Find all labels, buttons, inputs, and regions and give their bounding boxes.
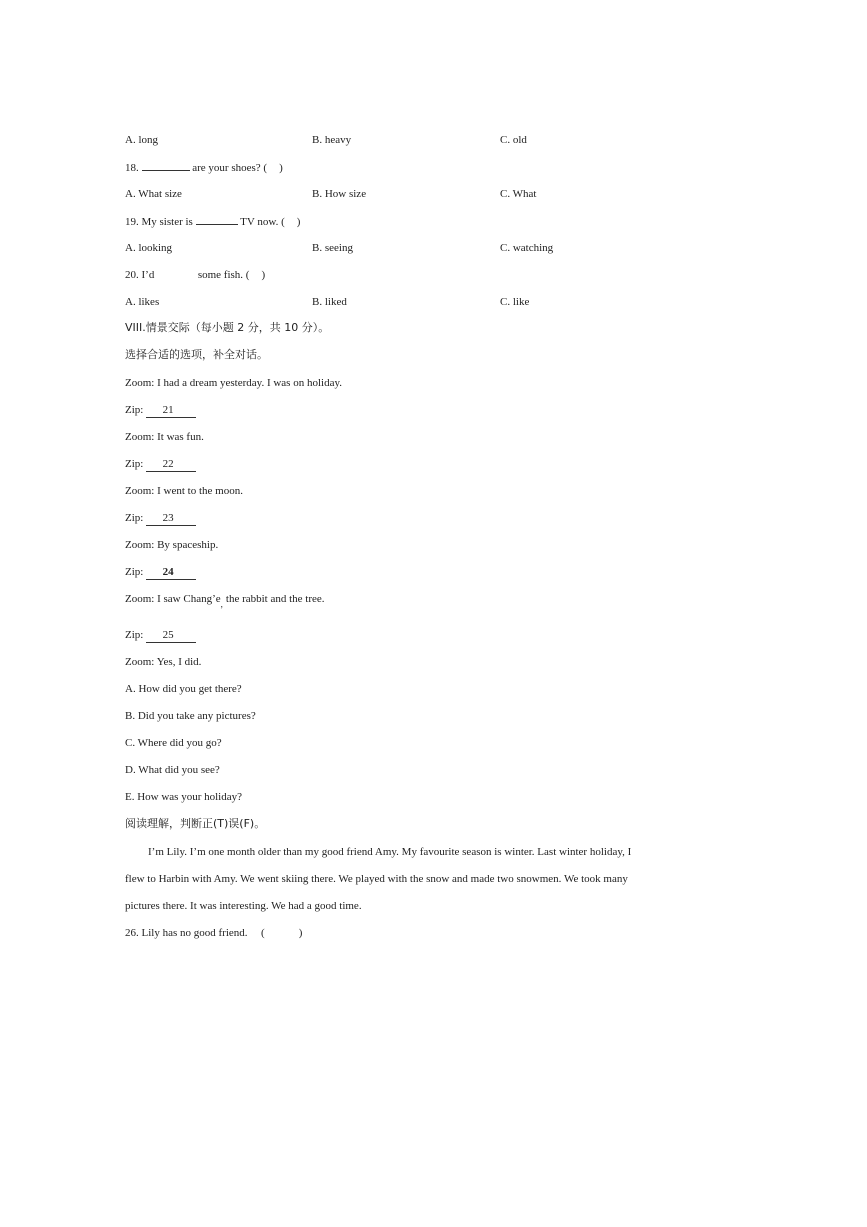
q20-prefix: 20. I’d <box>125 269 155 281</box>
dialogue-text: the rabbit and the tree. <box>225 593 325 605</box>
dialogue-line <box>125 430 204 444</box>
q19-prefix: 19. My sister is <box>125 216 193 228</box>
q20-option-b: B. liked <box>312 296 347 308</box>
dialogue-text: By spaceship. <box>157 539 219 551</box>
q18-text: are your shoes? ( <box>192 162 268 174</box>
dialogue-line <box>125 655 201 669</box>
dialogue-line <box>125 628 196 643</box>
answer-blank-22: 22 <box>146 457 196 472</box>
answer-blank-23: 23 <box>146 511 196 526</box>
dialogue-text: I had a dream yesterday. I was on holiday. <box>157 377 342 389</box>
reading-passage-line-3: pictures there. It was interesting. We had a good time. <box>125 900 362 912</box>
section-8-heading: VIII.情景交际（每小题 2 分，共 10 分）。 <box>125 321 330 334</box>
speaker-zip: Zip: <box>125 512 144 524</box>
dialogue-line <box>125 511 196 526</box>
answer-blank-24: 24 <box>146 565 196 580</box>
q20-close: ) <box>261 269 266 281</box>
q17-option-c: C. old <box>500 134 527 146</box>
q18-option-b: B. How size <box>312 188 367 200</box>
choice-e: E. How was your holiday? <box>125 791 243 803</box>
dialogue-line <box>125 565 196 580</box>
reading-passage-line-1: I’m Lily. I’m one month older than my good friend Amy. My favourite season is winter. Last winter holiday, I <box>148 846 632 858</box>
choice-a: A. How did you get there? <box>125 683 242 695</box>
speaker-zip: Zip: <box>125 629 144 641</box>
speaker-zoom: Zoom: <box>125 485 155 497</box>
dialogue-text: I went to the moon. <box>157 485 243 497</box>
speaker-zip: Zip: <box>125 458 144 470</box>
q20-option-c: C. like <box>500 296 530 308</box>
q26-close-paren: ) <box>298 927 303 939</box>
speaker-zoom: Zoom: <box>125 656 155 668</box>
speaker-zoom: Zoom: <box>125 377 155 389</box>
comma-mark: , <box>220 599 223 609</box>
dialogue-line <box>125 403 196 418</box>
q19-blank <box>196 214 238 225</box>
speaker-zoom: Zoom: <box>125 431 155 443</box>
reading-instruction: 阅读理解，判断正(T)误(F)。 <box>125 817 266 830</box>
q18-option-a: A. What size <box>125 188 182 200</box>
speaker-zip: Zip: <box>125 566 144 578</box>
q20-option-a: A. likes <box>125 296 160 308</box>
question-18 <box>125 160 283 175</box>
q19-text: TV now. ( <box>240 216 285 228</box>
q26-open-paren: ( <box>261 927 265 939</box>
q19-option-b: B. seeing <box>312 242 353 254</box>
answer-blank-25: 25 <box>146 628 196 643</box>
q18-option-c: C. What <box>500 188 537 200</box>
dialogue-text: It was fun. <box>157 431 204 443</box>
reading-passage-line-2: flew to Harbin with Amy. We went skiing there. We played with the snow and made two snowmen. We took many <box>125 873 628 885</box>
q18-number: 18. <box>125 162 139 174</box>
speaker-zoom: Zoom: <box>125 593 155 605</box>
question-26 <box>125 926 302 940</box>
q19-close: ) <box>296 216 301 228</box>
choice-b: B. Did you take any pictures? <box>125 710 256 722</box>
dialogue-text: I saw Chang’e <box>157 593 221 605</box>
q19-option-c: C. watching <box>500 242 554 254</box>
speaker-zoom: Zoom: <box>125 539 155 551</box>
q17-option-a: A. long <box>125 134 158 146</box>
dialogue-text: Yes, I did. <box>156 656 202 668</box>
question-19 <box>125 214 300 229</box>
q18-close: ) <box>279 162 283 174</box>
answer-blank-21: 21 <box>146 403 196 418</box>
dialogue-line <box>125 538 218 552</box>
q20-text: some fish. ( <box>197 269 250 281</box>
dialogue-line <box>125 376 342 390</box>
speaker-zip: Zip: <box>125 404 144 416</box>
choice-d: D. What did you see? <box>125 764 220 776</box>
q18-blank <box>142 160 190 171</box>
q26-text: 26. Lily has no good friend. <box>125 927 248 939</box>
dialogue-line <box>125 592 325 609</box>
q17-option-b: B. heavy <box>312 134 352 146</box>
choice-c: C. Where did you go? <box>125 737 222 749</box>
question-20 <box>125 268 265 282</box>
dialogue-line <box>125 484 243 498</box>
dialogue-line <box>125 457 196 472</box>
section-8-instruction: 选择合适的选项，补全对话。 <box>125 348 268 361</box>
q19-option-a: A. looking <box>125 242 173 254</box>
